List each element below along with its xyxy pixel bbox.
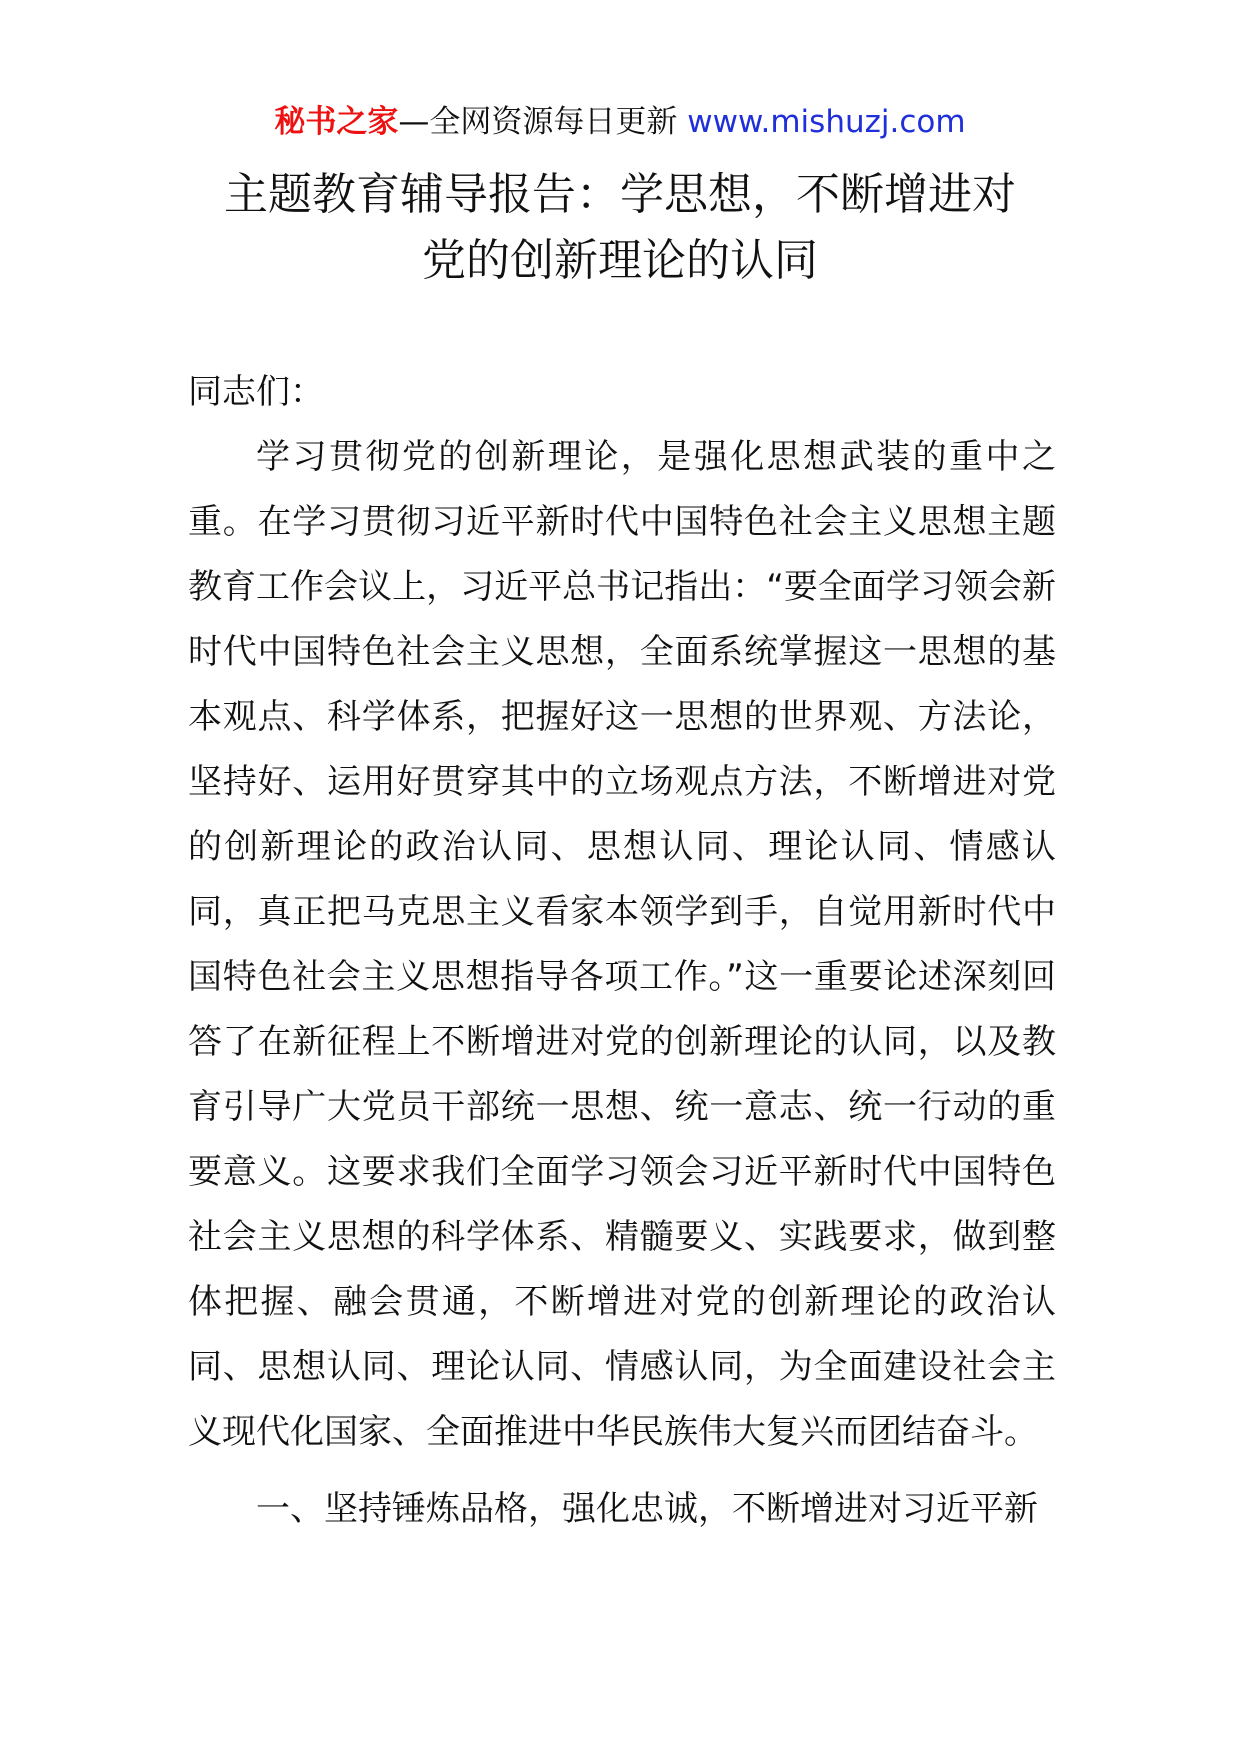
site-url-link[interactable]: www.mishuzj.com — [687, 104, 966, 140]
site-header — [0, 100, 1240, 144]
header-slogan: —全网资源每日更新 — [398, 104, 688, 140]
body-paragraph-1: 学习贯彻党的创新理论，是强化思想武装的重中之重。在学习贯彻习近平新时代中国特色社会主义思想主题教育工作会议上，习近平总书记指出：“要全面学习领会新时代中国特色社会主义思想，全面系统掌握这一思想的基本观点、科学体系，把握好这一思想的世界观、方法论，坚持好、运用好贯穿其中的立场观点方法，不断增进对党的创新理论的政治认同、思想认同、理论认同、情感认同，真正把马克思主义看家本领学到手，自觉用新时代中国特色社会主义思想指导各项工作。”这一重要论述深刻回答了在新征程上不断增进对党的创新理论的认同，以及教育引导广大党员干部统一思想、统一意志、统一行动的重要意义。这要求我们全面学习领会习近平新时代中国特色社会主义思想的科学体系、精髓要义、实践要求，做到整体把握、融会贯通，不断增进对党的创新理论的政治认同、思想认同、理论认同、情感认同，为全面建设社会主义现代化国家、全面推进中华民族伟大复兴而团结奋斗。 — [188, 437, 1056, 1452]
title-line-1: 主题教育辅导报告：学思想，不断增进对 — [224, 169, 1016, 220]
salutation: 同志们： — [188, 372, 324, 412]
section-heading-1: 一、坚持锤炼品格，强化忠诚，不断增进对习近平新 — [256, 1489, 1038, 1529]
brand-name: 秘书之家 — [274, 104, 399, 140]
title-line-2: 党的创新理论的认同 — [422, 235, 818, 286]
document-title — [150, 162, 1090, 294]
document-body — [188, 360, 1056, 1542]
